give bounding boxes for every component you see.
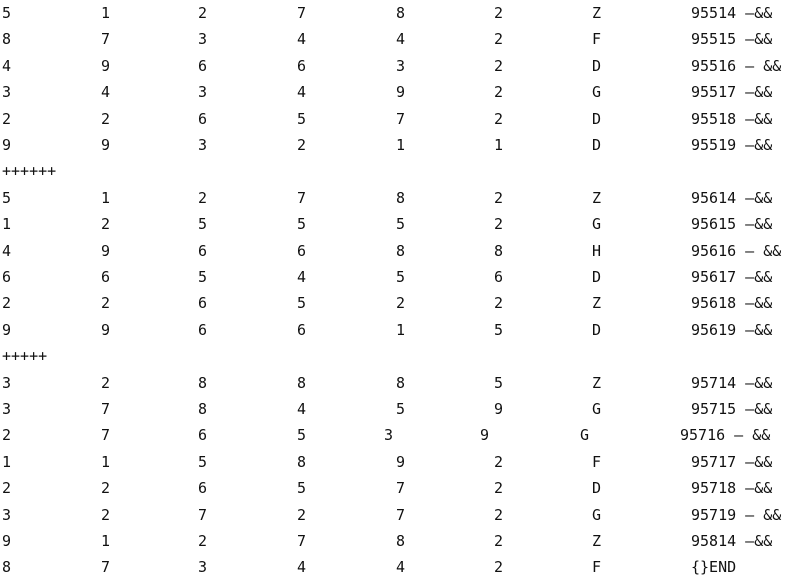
col-code-cell: {}END (691, 558, 737, 577)
col-3-cell: 2 (198, 4, 208, 22)
col-5-cell: 4 (396, 30, 406, 49)
col-1-cell: 4 (2, 241, 12, 260)
col-letter-cell: D (592, 56, 602, 75)
data-row (0, 79, 800, 105)
col-3-cell: 2 (198, 188, 208, 207)
col-1-cell: 2 (2, 479, 12, 498)
col-2-cell: 7 (101, 30, 111, 49)
col-6-cell: 5 (494, 373, 504, 392)
col-6-cell: 2 (494, 479, 504, 498)
col-5-cell: 8 (396, 241, 406, 260)
col-letter-cell: Z (592, 188, 602, 207)
col-3-cell: 6 (198, 241, 208, 260)
data-row (0, 211, 800, 237)
col-4-cell: 4 (297, 558, 307, 577)
col-6-cell: 2 (494, 109, 504, 128)
data-row (0, 422, 800, 448)
col-3-cell: 3 (198, 558, 208, 577)
col-letter-cell: G (580, 426, 590, 445)
col-1-cell: 9 (2, 136, 12, 154)
col-code-cell: 95619 –&& (691, 320, 773, 339)
col-code-cell: 95717 –&& (691, 452, 773, 471)
data-row (0, 528, 800, 554)
col-1-cell: 2 (2, 294, 12, 313)
col-1-cell: 1 (2, 215, 12, 234)
col-letter-cell: D (592, 136, 602, 154)
col-1-cell: 5 (2, 4, 12, 22)
col-letter-cell: H (592, 241, 602, 260)
separator-text: +++++ (2, 347, 48, 366)
col-6-cell: 2 (494, 83, 504, 102)
col-4-cell: 8 (297, 452, 307, 471)
col-4-cell: 5 (297, 426, 307, 445)
col-4-cell: 4 (297, 400, 307, 418)
col-1-cell: 1 (2, 452, 12, 471)
col-6-cell: 8 (494, 241, 504, 260)
col-1-cell: 4 (2, 56, 12, 75)
col-5-cell: 5 (396, 400, 406, 418)
col-4-cell: 7 (297, 188, 307, 207)
col-4-cell: 4 (297, 268, 307, 286)
col-2-cell: 2 (101, 373, 111, 392)
data-row (0, 502, 800, 528)
col-6-cell: 9 (494, 400, 504, 418)
col-4-cell: 4 (297, 30, 307, 49)
data-row (0, 370, 800, 396)
separator-line (0, 343, 800, 369)
col-4-cell: 2 (297, 505, 307, 524)
col-2-cell: 9 (101, 136, 111, 154)
col-1-cell: 3 (2, 373, 12, 392)
col-5-cell: 7 (396, 479, 406, 498)
col-4-cell: 5 (297, 294, 307, 313)
col-2-cell: 1 (101, 452, 111, 471)
col-2-cell: 7 (101, 426, 111, 445)
col-1-cell: 5 (2, 188, 12, 207)
col-5-cell: 4 (396, 558, 406, 577)
col-6-cell: 2 (494, 215, 504, 234)
col-letter-cell: Z (592, 373, 602, 392)
col-5-cell: 5 (396, 268, 406, 286)
col-6-cell: 2 (494, 558, 504, 577)
col-1-cell: 3 (2, 505, 12, 524)
data-row (0, 238, 800, 264)
col-6-cell: 5 (494, 320, 504, 339)
col-4-cell: 2 (297, 136, 307, 154)
data-row (0, 396, 800, 422)
col-letter-cell: Z (592, 4, 602, 22)
data-row (0, 53, 800, 79)
col-letter-cell: D (592, 268, 602, 286)
col-6-cell: 2 (494, 56, 504, 75)
col-4-cell: 7 (297, 4, 307, 22)
data-row (0, 290, 800, 316)
col-1-cell: 8 (2, 558, 12, 577)
col-5-cell: 7 (396, 505, 406, 524)
col-6-cell: 2 (494, 532, 504, 550)
col-letter-cell: D (592, 320, 602, 339)
separator-text: ++++++ (2, 162, 57, 181)
col-6-cell: 2 (494, 30, 504, 49)
col-code-cell: 95814 –&& (691, 532, 773, 550)
col-2-cell: 2 (101, 479, 111, 498)
col-code-cell: 95515 –&& (691, 30, 773, 49)
col-code-cell: 95614 –&& (691, 188, 773, 207)
col-3-cell: 6 (198, 479, 208, 498)
col-3-cell: 8 (198, 373, 208, 392)
data-row (0, 185, 800, 211)
col-6-cell: 2 (494, 188, 504, 207)
col-2-cell: 1 (101, 188, 111, 207)
col-5-cell: 9 (396, 452, 406, 471)
col-letter-cell: G (592, 215, 602, 234)
col-code-cell: 95719 – && (691, 505, 782, 524)
col-3-cell: 5 (198, 268, 208, 286)
col-5-cell: 8 (396, 188, 406, 207)
data-row (0, 554, 800, 580)
col-5-cell: 5 (396, 215, 406, 234)
col-2-cell: 7 (101, 400, 111, 418)
col-2-cell: 1 (101, 4, 111, 22)
col-code-cell: 95714 –&& (691, 373, 773, 392)
col-2-cell: 2 (101, 215, 111, 234)
separator-line (0, 158, 800, 184)
col-code-cell: 95514 –&& (691, 4, 773, 22)
col-6-cell: 2 (494, 505, 504, 524)
col-code-cell: 95618 –&& (691, 294, 773, 313)
col-1-cell: 6 (2, 268, 12, 286)
col-3-cell: 2 (198, 532, 208, 550)
col-2-cell: 9 (101, 320, 111, 339)
col-3-cell: 6 (198, 109, 208, 128)
col-4-cell: 6 (297, 320, 307, 339)
col-4-cell: 4 (297, 83, 307, 102)
col-3-cell: 6 (198, 294, 208, 313)
col-5-cell: 8 (396, 4, 406, 22)
col-6-cell: 6 (494, 268, 504, 286)
data-row (0, 106, 800, 132)
col-code-cell: 95518 –&& (691, 109, 773, 128)
col-5-cell: 9 (396, 83, 406, 102)
data-row (0, 264, 800, 290)
col-5-cell: 8 (396, 373, 406, 392)
col-letter-cell: G (592, 83, 602, 102)
col-5-cell: 3 (396, 56, 406, 75)
col-code-cell: 95615 –&& (691, 215, 773, 234)
col-letter-cell: D (592, 479, 602, 498)
col-6-cell: 2 (494, 4, 504, 22)
col-2-cell: 1 (101, 532, 111, 550)
col-3-cell: 7 (198, 505, 208, 524)
col-5-cell: 2 (396, 294, 406, 313)
col-code-cell: 95718 –&& (691, 479, 773, 498)
col-1-cell: 2 (2, 109, 12, 128)
col-1-cell: 3 (2, 83, 12, 102)
col-1-cell: 2 (2, 426, 12, 445)
col-letter-cell: D (592, 109, 602, 128)
col-1-cell: 3 (2, 400, 12, 418)
col-6-cell: 1 (494, 136, 504, 154)
col-letter-cell: F (592, 30, 602, 49)
col-3-cell: 5 (198, 452, 208, 471)
col-3-cell: 5 (198, 215, 208, 234)
col-code-cell: 95616 – && (691, 241, 782, 260)
col-2-cell: 4 (101, 83, 111, 102)
col-1-cell: 8 (2, 30, 12, 49)
col-4-cell: 5 (297, 479, 307, 498)
col-4-cell: 5 (297, 109, 307, 128)
col-4-cell: 8 (297, 373, 307, 392)
col-2-cell: 2 (101, 294, 111, 313)
col-3-cell: 6 (198, 56, 208, 75)
col-5-cell: 1 (396, 136, 406, 154)
data-row (0, 26, 800, 52)
data-row (0, 0, 800, 26)
col-5-cell: 3 (384, 426, 394, 445)
col-4-cell: 5 (297, 215, 307, 234)
col-3-cell: 3 (198, 30, 208, 49)
col-letter-cell: F (592, 452, 602, 471)
col-6-cell: 9 (480, 426, 490, 445)
col-3-cell: 8 (198, 400, 208, 418)
data-row (0, 132, 800, 158)
col-3-cell: 3 (198, 83, 208, 102)
col-4-cell: 7 (297, 532, 307, 550)
col-5-cell: 1 (396, 320, 406, 339)
col-2-cell: 9 (101, 56, 111, 75)
col-6-cell: 2 (494, 294, 504, 313)
col-code-cell: 95715 –&& (691, 400, 773, 418)
col-3-cell: 6 (198, 320, 208, 339)
col-code-cell: 95617 –&& (691, 268, 773, 286)
col-letter-cell: G (592, 400, 602, 418)
col-code-cell: 95519 –&& (691, 136, 773, 154)
data-row (0, 449, 800, 475)
col-5-cell: 8 (396, 532, 406, 550)
col-6-cell: 2 (494, 452, 504, 471)
col-letter-cell: F (592, 558, 602, 577)
data-row (0, 475, 800, 501)
col-1-cell: 9 (2, 532, 12, 550)
col-letter-cell: G (592, 505, 602, 524)
data-row (0, 317, 800, 343)
col-2-cell: 2 (101, 505, 111, 524)
col-code-cell: 95716 – && (680, 426, 771, 445)
col-code-cell: 95517 –&& (691, 83, 773, 102)
col-3-cell: 3 (198, 136, 208, 154)
col-2-cell: 9 (101, 241, 111, 260)
col-3-cell: 6 (198, 426, 208, 445)
col-4-cell: 6 (297, 56, 307, 75)
col-code-cell: 95516 – && (691, 56, 782, 75)
col-5-cell: 7 (396, 109, 406, 128)
col-letter-cell: Z (592, 532, 602, 550)
col-2-cell: 2 (101, 109, 111, 128)
col-4-cell: 6 (297, 241, 307, 260)
col-letter-cell: Z (592, 294, 602, 313)
col-2-cell: 6 (101, 268, 111, 286)
col-1-cell: 9 (2, 320, 12, 339)
col-2-cell: 7 (101, 558, 111, 577)
